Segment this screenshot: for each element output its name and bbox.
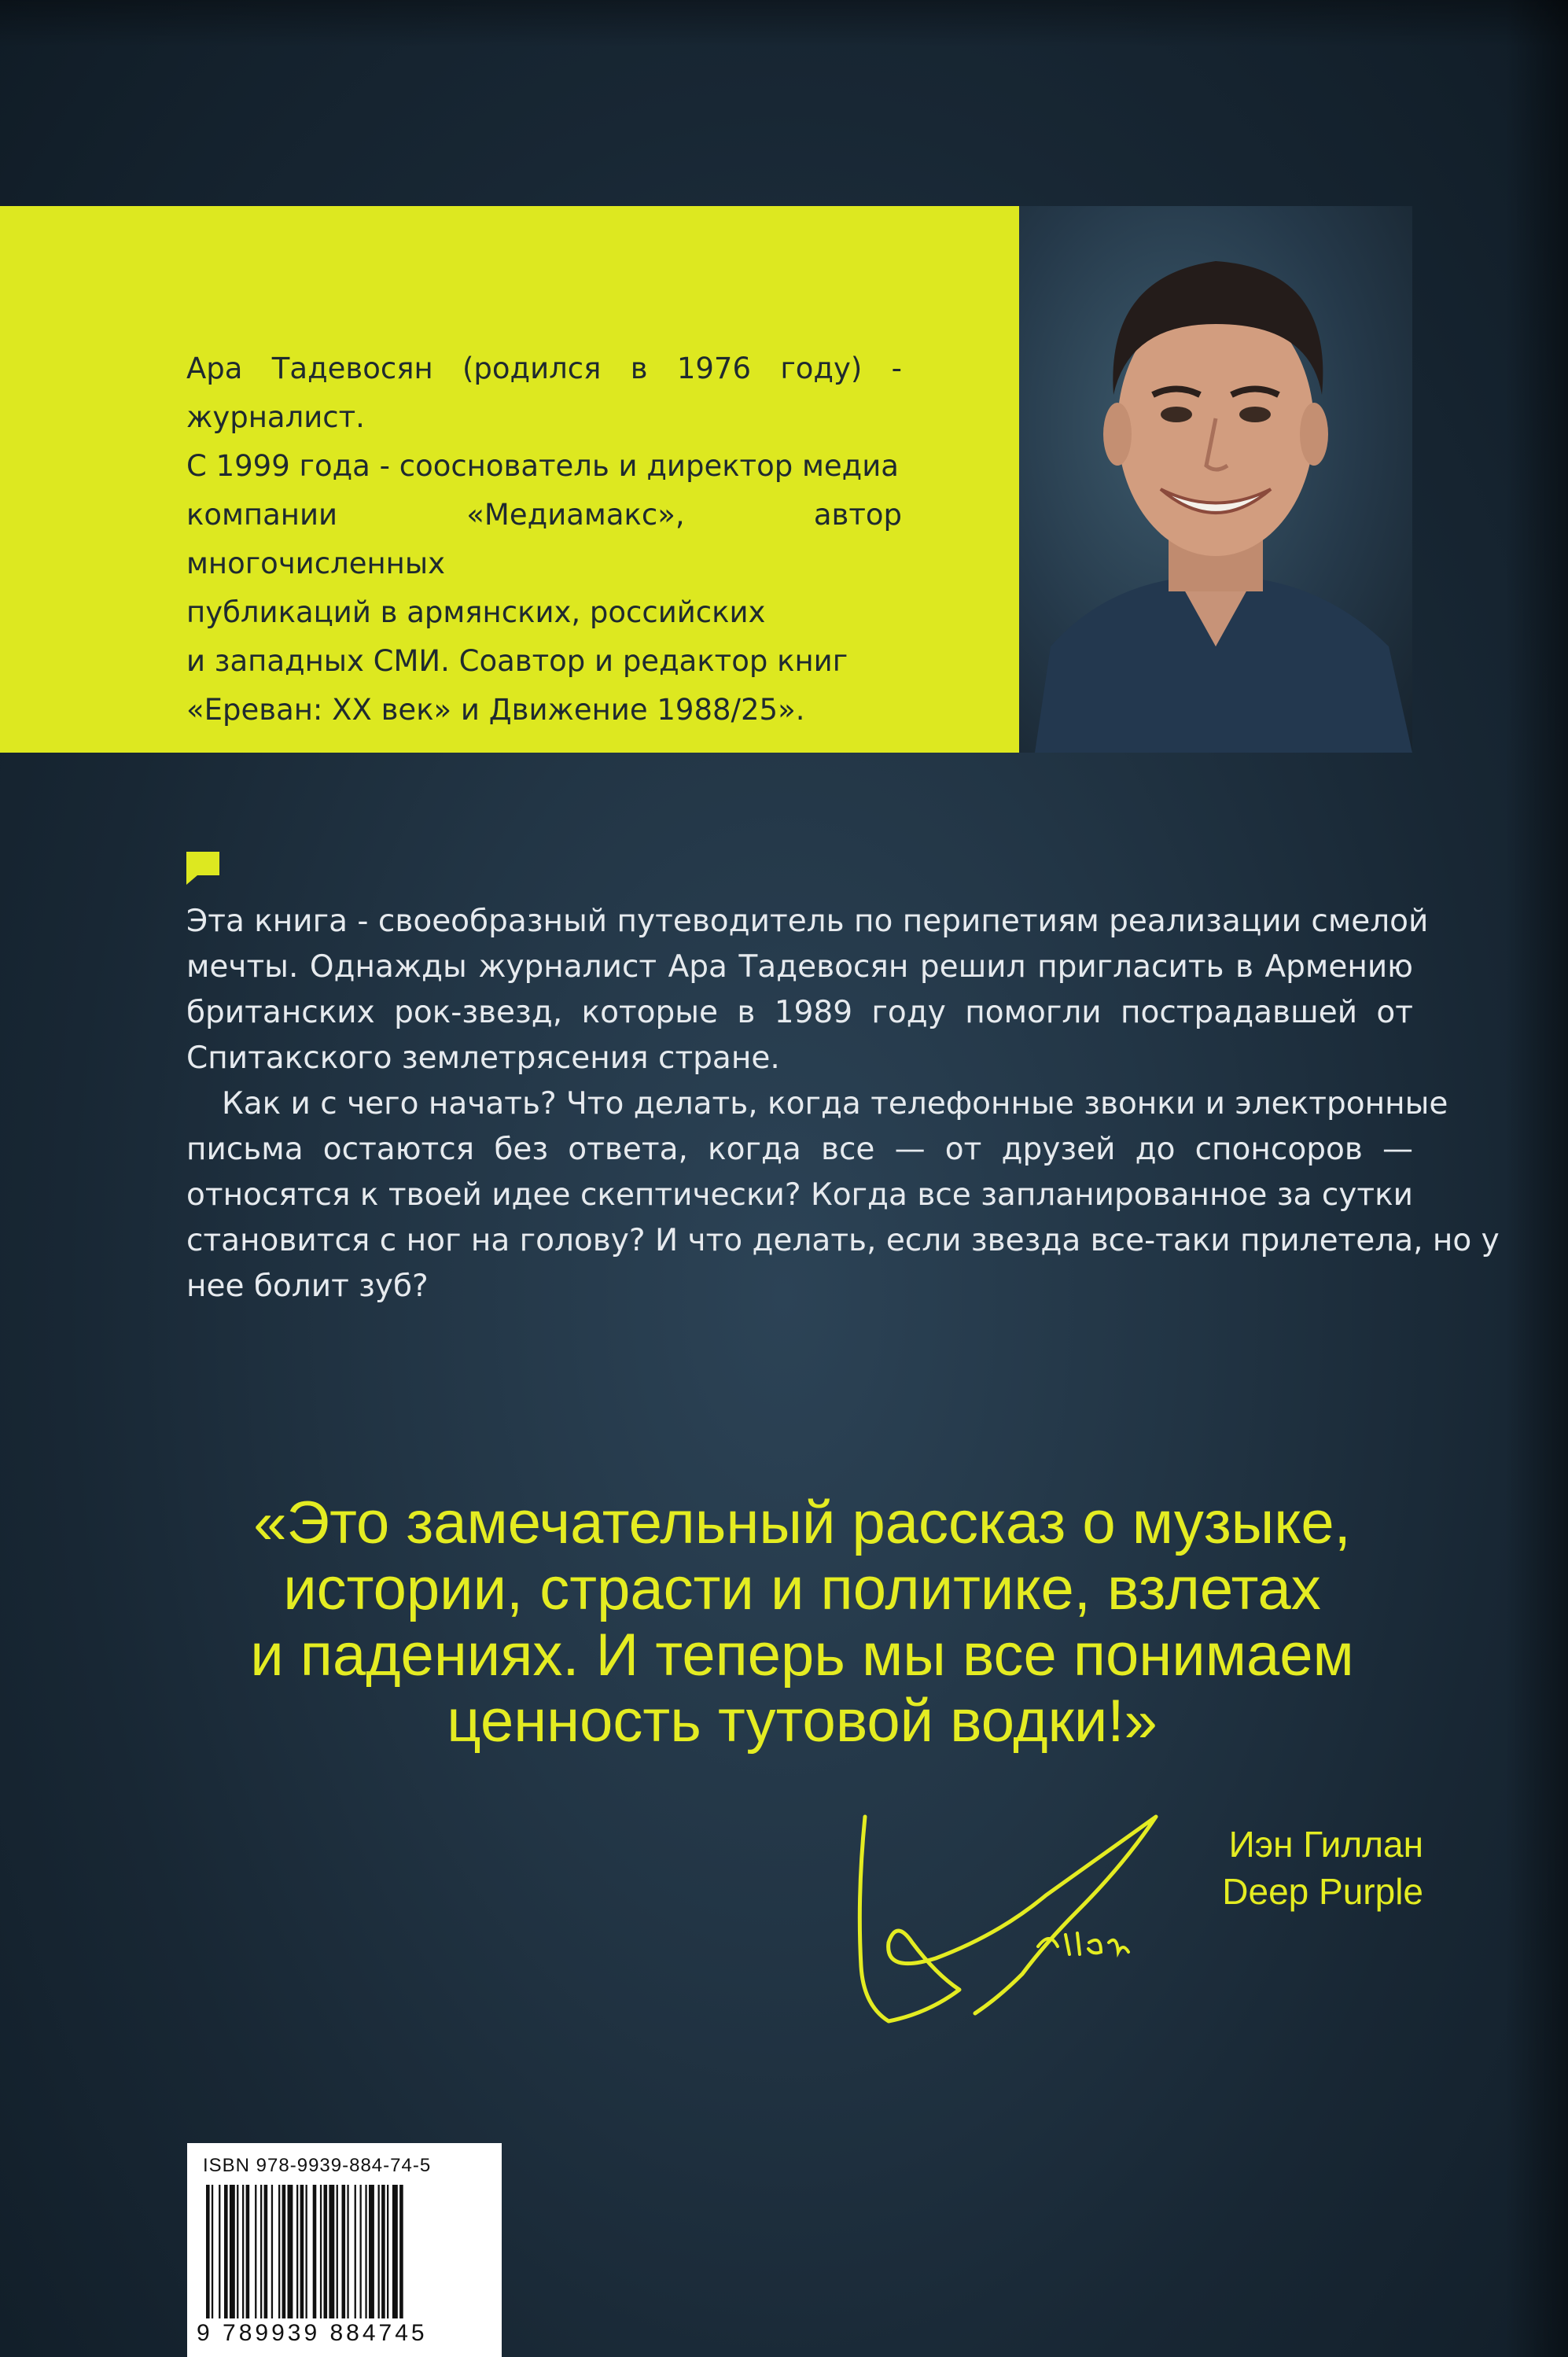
barcode-bar <box>246 2185 250 2318</box>
author-portrait-illustration <box>1019 206 1412 753</box>
isbn-number: ISBN 978-9939-884-74-5 <box>203 2155 432 2176</box>
barcode-bar <box>342 2185 346 2318</box>
bio-line: и западных СМИ. Соавтор и редактор книг <box>186 644 848 678</box>
description-line: Эта книга - своеобразный путеводитель по перипетиям реализации смелой <box>186 904 1429 939</box>
quote-attribution <box>1164 1821 1423 1915</box>
bio-line: Ара Тадевосян (родился в 1976 году) - журналист. <box>186 352 902 434</box>
bio-line: «Ереван: XX век» и Движение 1988/25». <box>186 693 805 727</box>
barcode-bar <box>369 2185 374 2318</box>
description-line: письма остаются без ответа, когда все — от друзей до спонсоров — <box>186 1132 1413 1167</box>
description-line: нее болит зуб? <box>186 1269 429 1304</box>
barcode-bar <box>300 2185 304 2318</box>
author-bio-text <box>186 344 902 735</box>
barcode-bar <box>360 2185 362 2318</box>
barcode-bar <box>399 2185 403 2318</box>
barcode-bar <box>306 2185 307 2318</box>
barcode-bar <box>381 2185 385 2318</box>
description-line: мечты. Однажды журналист Ара Тадевосян решил пригласить в Армению <box>186 949 1413 985</box>
spine-edge-shadow <box>1505 0 1568 2357</box>
quote-line: «Это замечательный рассказ о музыке, <box>253 1490 1351 1556</box>
description-line: Спитакского землетрясения стране. <box>186 1040 780 1076</box>
barcode-bar <box>392 2185 398 2318</box>
speech-bubble-icon <box>186 852 219 885</box>
description-line: британских рок-звезд, которые в 1989 году помогли пострадавшей от <box>186 995 1413 1030</box>
bio-line: компании «Медиамакс», автор многочисленных <box>186 498 902 580</box>
barcode-icon <box>203 2185 486 2318</box>
barcode-bar <box>320 2185 322 2318</box>
barcode-bar <box>347 2185 348 2318</box>
barcode-bar <box>224 2185 228 2318</box>
barcode-bar <box>260 2185 262 2318</box>
attribution-name: Иэн Гиллан <box>1228 1824 1423 1865</box>
quote-line: ценность тутовой водки!» <box>447 1688 1158 1755</box>
attribution-band: Deep Purple <box>1222 1871 1423 1912</box>
quote-line: и падениях. И теперь мы все понимаем <box>250 1622 1354 1689</box>
barcode-bar <box>337 2185 338 2318</box>
bio-line: публикаций в армянских, российских <box>186 595 766 629</box>
barcode-bar <box>212 2185 213 2318</box>
top-edge-shadow <box>0 0 1568 47</box>
barcode-bar <box>288 2185 293 2318</box>
barcode-bar <box>378 2185 380 2318</box>
barcode-bar <box>282 2185 286 2318</box>
description-line: относятся к твоей идее скептически? Когда все запланированное за сутки <box>186 1177 1413 1213</box>
author-photo <box>1019 206 1412 753</box>
barcode-bar <box>365 2185 366 2318</box>
barcode-bar <box>324 2185 328 2318</box>
barcode-bar <box>271 2185 273 2318</box>
barcode-bar <box>264 2185 268 2318</box>
barcode-bar <box>237 2185 238 2318</box>
barcode-bar <box>313 2185 317 2318</box>
description-line: становится с ног на голову? И что делать, если звезда все-таки прилетела, но у <box>186 1223 1500 1258</box>
barcode-bar <box>296 2185 298 2318</box>
barcode-bar <box>355 2185 356 2318</box>
barcode-bar <box>230 2185 235 2318</box>
barcode-bar <box>278 2185 280 2318</box>
barcode-bar <box>387 2185 388 2318</box>
barcode-bar <box>219 2185 220 2318</box>
quote-line: истории, страсти и политике, взлетах <box>283 1556 1321 1622</box>
barcode-bar <box>206 2185 210 2318</box>
handwritten-signature <box>841 1801 1172 2037</box>
barcode-digits: 9 789939 884745 <box>197 2320 428 2346</box>
barcode-bar <box>242 2185 244 2318</box>
book-description <box>186 899 1500 1309</box>
barcode-bar <box>255 2185 256 2318</box>
description-line: Как и с чего начать? Что делать, когда телефонные звонки и электронные <box>222 1086 1448 1121</box>
barcode-bar <box>329 2185 334 2318</box>
endorsement-quote <box>173 1490 1431 1755</box>
bio-line: С 1999 года - сооснователь и директор медиа <box>186 449 899 483</box>
